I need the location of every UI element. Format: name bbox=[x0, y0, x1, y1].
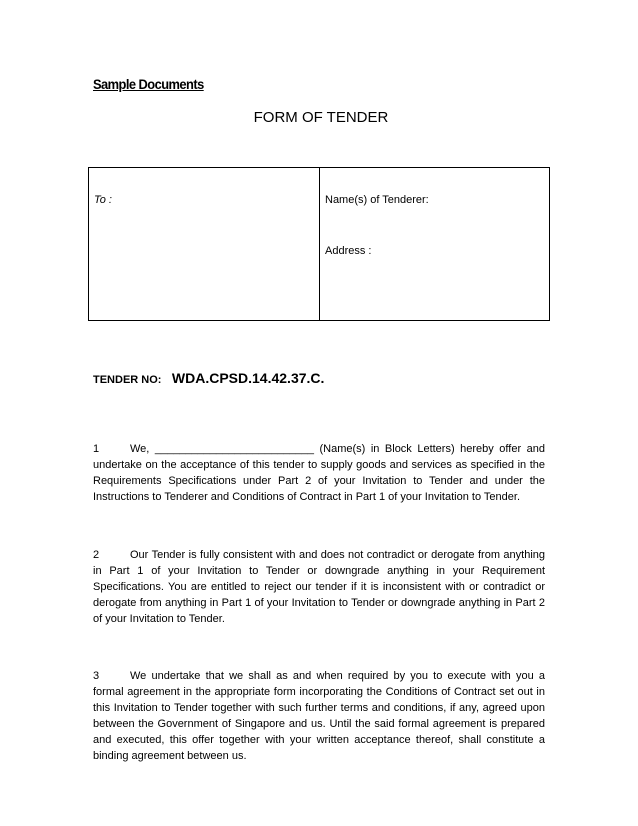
clause-3 bbox=[93, 668, 545, 764]
tender-number-label: TENDER NO: bbox=[93, 374, 162, 386]
addressee-cell-tenderer bbox=[320, 168, 549, 320]
address-label: Address : bbox=[325, 245, 372, 257]
document-title bbox=[0, 109, 638, 126]
tender-number-value: WDA.CPSD.14.42.37.C. bbox=[171, 370, 325, 386]
tenderer-name-label: Name(s) of Tenderer: bbox=[325, 194, 429, 206]
clause-2 bbox=[93, 547, 545, 627]
clause-text: We, __________________________ (Name(s) in Block Letters) hereby offer and undertake on the acceptance of this tender to supply goods and services as specified in the Requirements Specifications under Part 2 of your Invitation to Tender and under the Instructions to Tenderer and Conditions of Contract in Part 1 of your Invitation to Tender. bbox=[93, 443, 545, 503]
tender-number-line bbox=[93, 370, 324, 388]
clause-text: Our Tender is fully consistent with and does not contradict or derogate from anything in Part 1 of your Invitation to Tender or downgrade anything in your Requirement Specifications. You are entitled to reject our tender if it is inconsistent with or contradict or derogate from anything in Part 1 of your Invitation to Tender or downgrade anything in Part 2 of your Invitation to Tender. bbox=[93, 549, 545, 625]
section-heading: Sample Documents bbox=[93, 76, 204, 92]
document-title-text: FORM OF TENDER bbox=[253, 109, 389, 126]
clause-number: 1 bbox=[93, 443, 100, 455]
clause-1 bbox=[93, 441, 545, 505]
to-label: To : bbox=[94, 194, 112, 206]
clause-number: 2 bbox=[93, 549, 100, 561]
addressee-table bbox=[88, 167, 550, 321]
clause-number: 3 bbox=[93, 670, 100, 682]
addressee-cell-to bbox=[89, 168, 320, 320]
clause-text: We undertake that we shall as and when required by you to execute with you a formal agreement in the appropriate form incorporating the Conditions of Contract set out in this Invitation to Tender together with such further terms and conditions, if any, agreed upon between the Government of Singapore and us. Until the said formal agreement is prepared and executed, this offer together with your written acceptance thereof, shall constitute a binding agreement between us. bbox=[93, 670, 545, 762]
